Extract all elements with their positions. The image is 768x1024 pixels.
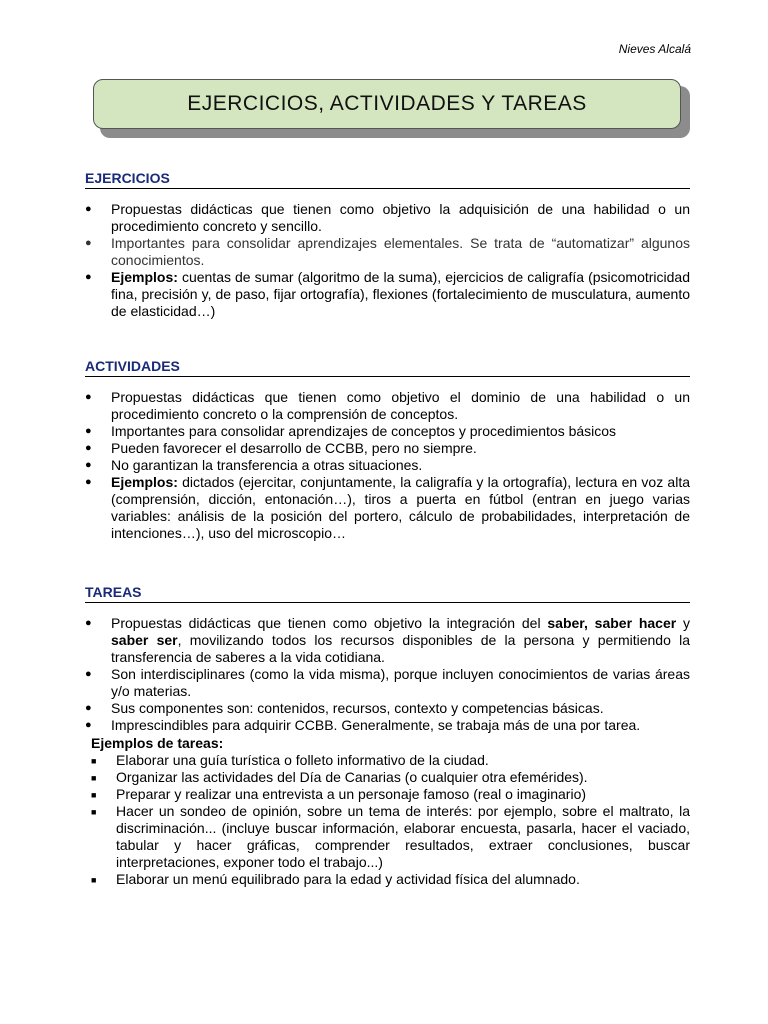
page-title: EJERCICIOS, ACTIVIDADES Y TAREAS [187,92,587,115]
bullet-icon: ● [85,271,92,283]
list-item [85,389,690,423]
bullet-icon: ● [85,425,92,437]
example-item [85,871,690,888]
square-bullet-icon: ■ [91,773,97,783]
bullet-icon: ● [85,459,92,471]
item-text: y [676,615,690,631]
item-text: cuentas de sumar (algoritmo de la suma), ejercicios de caligrafía (psicomotricidad fina, precisión y, de paso, fijar ortografía), flexiones (fortalecimiento de musculatura, aumento de elasticidad…) [111,269,690,319]
title-box [93,79,681,129]
example-text: Elaborar una guía turística o folleto informativo de la ciudad. [116,752,489,768]
item-bold-label: Ejemplos: [111,474,178,490]
item-text: Importantes para consolidar aprendizajes de conceptos y procedimientos básicos [111,423,617,439]
bullet-icon: ● [85,391,92,403]
item-text: Propuestas didácticas que tienen como objetivo el dominio de una habilidad o un procedimiento concreto o la comprensión de conceptos. [111,389,690,422]
section-heading-actividades: ACTIVIDADES [85,358,690,377]
square-bullet-icon: ■ [91,875,97,885]
bullet-icon: ● [85,442,92,454]
item-bold-label: Ejemplos: [111,269,178,285]
section-ejercicios [85,170,690,320]
list-item [85,474,690,542]
section-heading-tareas: TAREAS [85,584,690,603]
item-text: Propuestas didácticas que tienen como objetivo la adquisición de una habilidad o un procedimiento concreto y sencillo. [111,201,690,234]
list-item [85,235,690,269]
item-bold-text: saber, saber hacer [547,615,677,631]
bullet-icon: ● [85,617,92,629]
item-text: Imprescindibles para adquirir CCBB. Generalmente, se trabaja más de una por tarea. [111,717,641,733]
list-item [85,269,690,320]
list-item [85,615,690,666]
section-heading-ejercicios: EJERCICIOS [85,170,690,189]
bullet-icon: ● [85,719,92,731]
item-text: Sus componentes son: contenidos, recursos, contexto y competencias básicas. [111,700,604,716]
list-item [85,440,690,457]
bullet-icon: ● [85,476,92,488]
list-item [85,717,690,734]
example-item [85,769,690,786]
example-item [85,786,690,803]
example-text: Preparar y realizar una entrevista a un personaje famoso (real o imaginario) [116,786,587,802]
square-bullet-icon: ■ [91,790,97,800]
list-item [85,201,690,235]
bullet-icon: ● [85,203,92,215]
item-text: Pueden favorecer el desarrollo de CCBB, pero no siempre. [111,440,477,456]
examples-heading: Ejemplos de tareas: [91,735,224,751]
item-text: Importantes para consolidar aprendizajes elementales. Se trata de “automatizar” algunos conocimientos. [111,235,690,268]
example-text: Hacer un sondeo de opinión, sobre un tema de interés: por ejemplo, sobre el maltrato, la discriminación... (incluye buscar información, elaborar encuesta, pasarla, hacer el vaciado, tabular y hacer gráficas, comprender resultados, extraer conclusiones, buscar interpretaciones, exponer todo el trabajo...) [116,803,690,870]
item-text: dictados (ejercitar, conjuntamente, la caligrafía y la ortografía), lectura en voz alta (comprensión, dicción, entonación…), tiros a puerta en fútbol (entran en juego varias variables: análisis de la posición del portero, cálculo de probabilidades, interpretación de intenciones…), uso del microscopio… [111,474,690,541]
example-item [85,803,690,871]
tareas-list [85,615,690,734]
square-bullet-icon: ■ [91,756,97,766]
square-bullet-icon: ■ [91,807,97,817]
example-text: Organizar las actividades del Día de Canarias (o cualquier otra efemérides). [116,769,588,785]
section-tareas [85,584,690,888]
section-actividades [85,358,690,542]
item-bold-text: saber ser [111,632,178,648]
list-item [85,457,690,474]
list-item [85,423,690,440]
list-item [85,666,690,700]
item-text: Son interdisciplinares (como la vida misma), porque incluyen conocimientos de varias áreas y/o materias. [111,666,690,699]
ejercicios-list [85,201,690,320]
example-item [85,752,690,769]
list-item [85,700,690,717]
item-text: , movilizando todos los recursos disponibles de la persona y permitiendo la transferencia de saberes a la vida cotidiana. [111,632,690,665]
examples-list [85,752,690,888]
bullet-icon: ● [85,237,92,249]
bullet-icon: ● [85,668,92,680]
item-text: No garantizan la transferencia a otras situaciones. [111,457,423,473]
item-text: Propuestas didácticas que tienen como objetivo la integración del [111,615,548,631]
bullet-icon: ● [85,702,92,714]
actividades-list [85,389,690,542]
example-text: Elaborar un menú equilibrado para la edad y actividad física del alumnado. [116,871,580,887]
author-name: Nieves Alcalá [618,42,691,56]
